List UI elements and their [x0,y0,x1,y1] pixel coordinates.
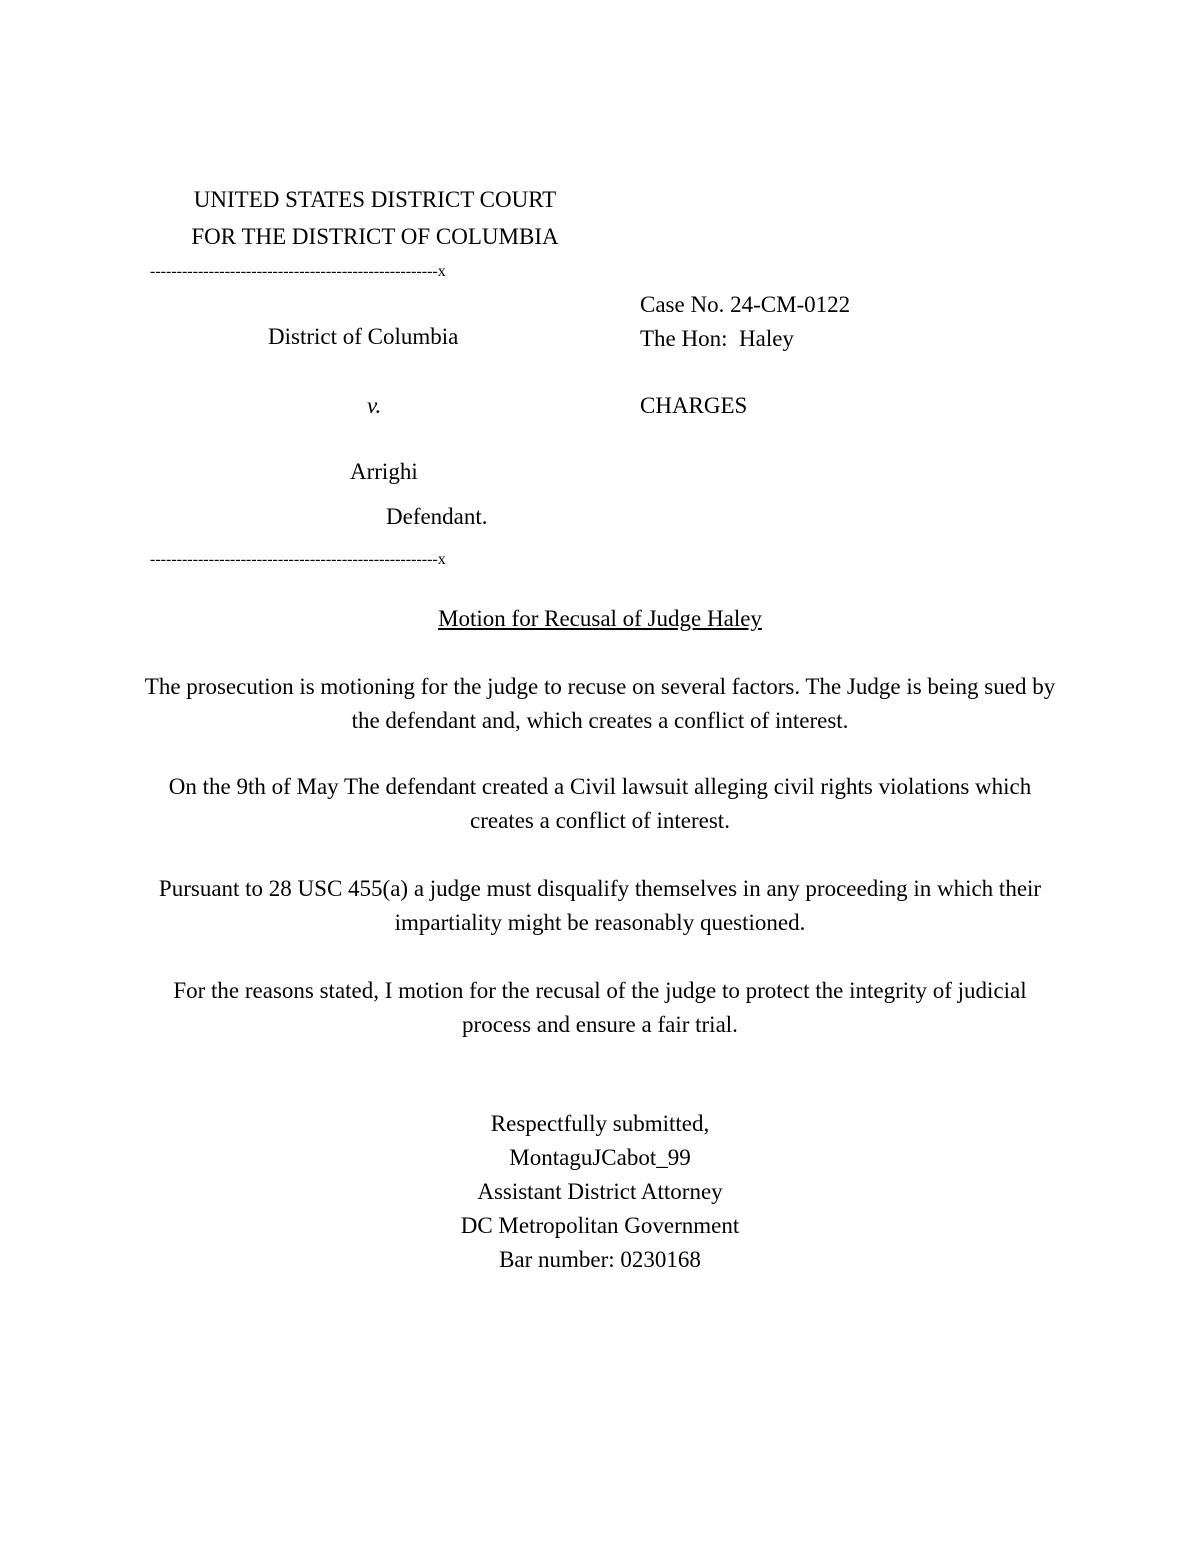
court-name-line-2: FOR THE DISTRICT OF COLUMBIA [191,224,559,249]
versus-label: v. [367,393,382,418]
signature-office: DC Metropolitan Government [460,1213,740,1238]
motion-paragraph: On the 9th of May The defendant created a Civil lawsuit alleging civil rights violations which creates a conflict of interest. [168,774,1032,833]
charges-label: CHARGES [640,393,748,418]
signature-name: MontaguJCabot_99 [509,1145,691,1170]
motion-paragraph: For the reasons stated, I motion for the recusal of the judge to protect the integrity of judicial process and ensure a fair trial. [173,978,1027,1037]
defendant-name: Arrighi [350,459,418,484]
motion-title: Motion for Recusal of Judge Haley [438,606,762,631]
motion-paragraph: The prosecution is motioning for the judge to recuse on several factors. The Judge is being sued by the defendant and, which creates a conflict of interest. [144,674,1056,733]
plaintiff-name: District of Columbia [268,324,459,349]
court-name-line-1: UNITED STATES DISTRICT COURT [193,187,557,212]
judge-name: The Hon: Haley [640,326,794,351]
caption-divider-bottom: ------------------------------------------------------x [150,551,446,568]
defendant-label: Defendant. [386,504,488,529]
case-number: Case No. 24-CM-0122 [640,292,851,317]
signature-bar-number: Bar number: 0230168 [499,1247,701,1272]
signature-closing: Respectfully submitted, [490,1111,710,1136]
caption-divider-top: ------------------------------------------------------x [150,263,446,280]
signature-title: Assistant District Attorney [477,1179,723,1204]
motion-paragraph: Pursuant to 28 USC 455(a) a judge must disqualify themselves in any proceeding in which their impartiality might be reasonably questioned. [158,876,1042,935]
